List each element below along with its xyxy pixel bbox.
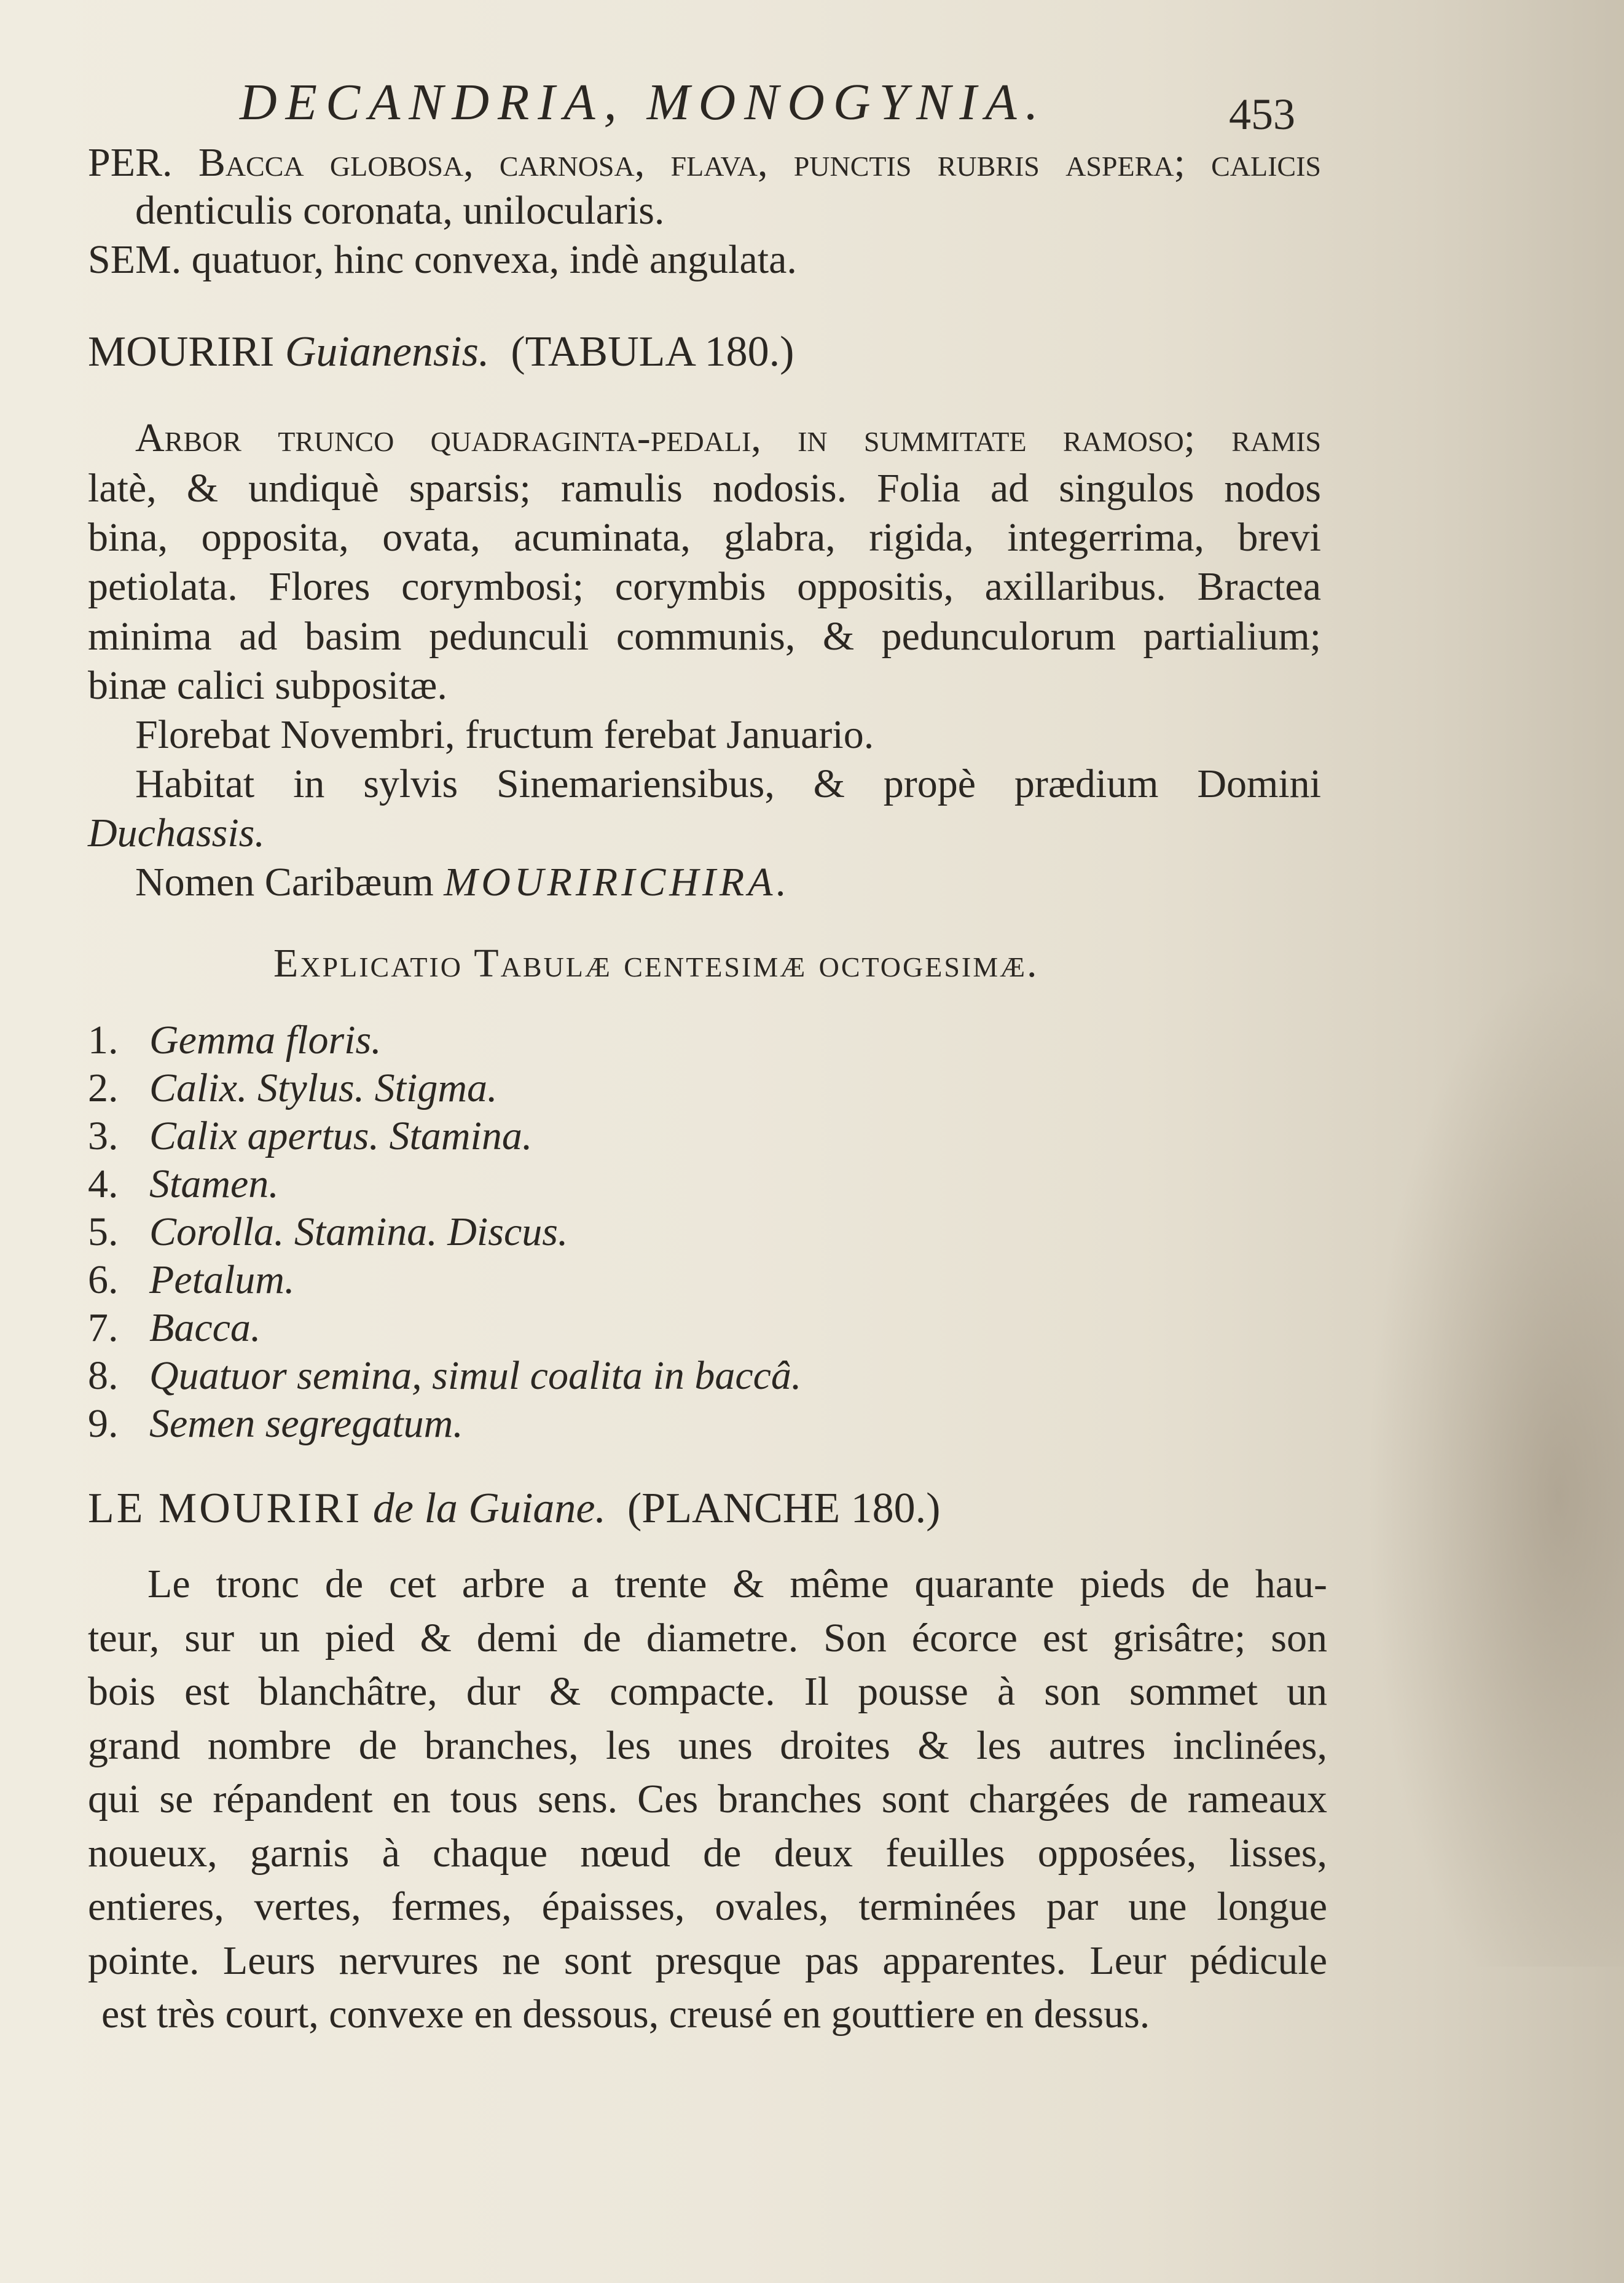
french-line-1: Le tronc de cet arbre a trente & même quarante pieds de hau- bbox=[147, 1562, 1327, 1606]
french-line-6: noueux, garnis à chaque nœud de deux feuilles opposées, lisses, bbox=[88, 1831, 1327, 1876]
species-tabula: (TABULA 180.) bbox=[511, 328, 794, 375]
french-line-4: grand nombre de branches, les unes droites & les autres inclinées, bbox=[88, 1723, 1327, 1768]
french-line-7: entieres, vertes, fermes, épaisses, ovales, terminées par une longue bbox=[88, 1884, 1327, 1929]
sem-line bbox=[88, 237, 797, 282]
list-item: 5. Corolla. Stamina. Discus. bbox=[88, 1209, 568, 1254]
description-line-2: latè, & undiquè sparsis; ramulis nodosis. Folia ad singulos nodos bbox=[88, 466, 1321, 511]
species-name: MOURIRI bbox=[88, 328, 275, 375]
per-text-1: Bacca globosa, carnosa, flava, punctis rubris aspera; calicis bbox=[198, 140, 1321, 185]
sem-text: quatuor, hinc convexa, indè angulata. bbox=[191, 237, 797, 282]
habitat-line-2: Duchassis. bbox=[88, 811, 265, 855]
description-line-3: bina, opposita, ovata, acuminata, glabra, rigida, integerrima, brevi bbox=[88, 515, 1321, 560]
list-item: 9. Semen segregatum. bbox=[88, 1401, 463, 1446]
french-title-place: de la Guiane. bbox=[372, 1485, 606, 1532]
species-heading bbox=[88, 328, 794, 375]
sem-label: SEM. bbox=[88, 237, 182, 282]
french-line-8: pointe. Leurs nervures ne sont presque pas apparentes. Leur pédicule bbox=[88, 1938, 1327, 1983]
per-label: PER. bbox=[88, 140, 173, 185]
french-line-9: est très court, convexe en dessous, creusé en gouttiere en dessus. bbox=[101, 1992, 1150, 2037]
french-line-5: qui se répandent en tous sens. Ces branches sont chargées de rameaux bbox=[88, 1777, 1327, 1821]
list-item: 8. Quatuor semina, simul coalita in baccâ. bbox=[88, 1353, 802, 1398]
description-line-4: petiolata. Flores corymbosi; corymbis oppositis, axillaribus. Bractea bbox=[88, 564, 1321, 609]
running-header: DECANDRIA, MONOGYNIA. bbox=[240, 74, 1047, 131]
list-item: 4. Stamen. bbox=[88, 1161, 279, 1206]
nomen-name: MOURIRICHIRA. bbox=[444, 860, 790, 905]
list-item: 6. Petalum. bbox=[88, 1257, 295, 1302]
species-epithet: Guianensis. bbox=[284, 328, 490, 375]
french-title-name: LE MOURIRI bbox=[88, 1485, 363, 1532]
description-line-1: Arbor trunco quadraginta-pedali, in summitate ramoso; ramis bbox=[135, 415, 1321, 460]
page-number: 453 bbox=[1229, 90, 1295, 139]
per-line-2: denticulis coronata, unilocularis. bbox=[135, 188, 665, 233]
nomen-line bbox=[135, 862, 790, 903]
french-line-2: teur, sur un pied & demi de diametre. Son écorce est grisâtre; son bbox=[88, 1616, 1327, 1660]
list-item: 3. Calix apertus. Stamina. bbox=[88, 1114, 533, 1158]
nomen-text: Nomen Caribæum bbox=[135, 860, 434, 905]
list-item: 1. Gemma floris. bbox=[88, 1018, 382, 1063]
explicatio-title: Explicatio Tabulæ centesimæ octogesimæ. bbox=[273, 941, 1039, 986]
description-line-5: minima ad basim pedunculi communis, & pedunculorum partialium; bbox=[88, 614, 1321, 659]
habitat-line-1: Habitat in sylvis Sinemariensibus, & propè prædium Domini bbox=[135, 761, 1321, 806]
description-line-6: binæ calici subpositæ. bbox=[88, 663, 447, 708]
list-item: 7. Bacca. bbox=[88, 1305, 261, 1350]
french-title-planche: (PLANCHE 180.) bbox=[627, 1485, 941, 1532]
french-heading bbox=[88, 1487, 940, 1530]
flowering-line: Florebat Novembri, fructum ferebat Januario. bbox=[135, 712, 874, 757]
french-line-3: bois est blanchâtre, dur & compacte. Il pousse à son sommet un bbox=[88, 1669, 1327, 1714]
list-item: 2. Calix. Stylus. Stigma. bbox=[88, 1066, 498, 1110]
page-shadow bbox=[1352, 922, 1624, 1967]
per-line-1 bbox=[88, 140, 1321, 185]
